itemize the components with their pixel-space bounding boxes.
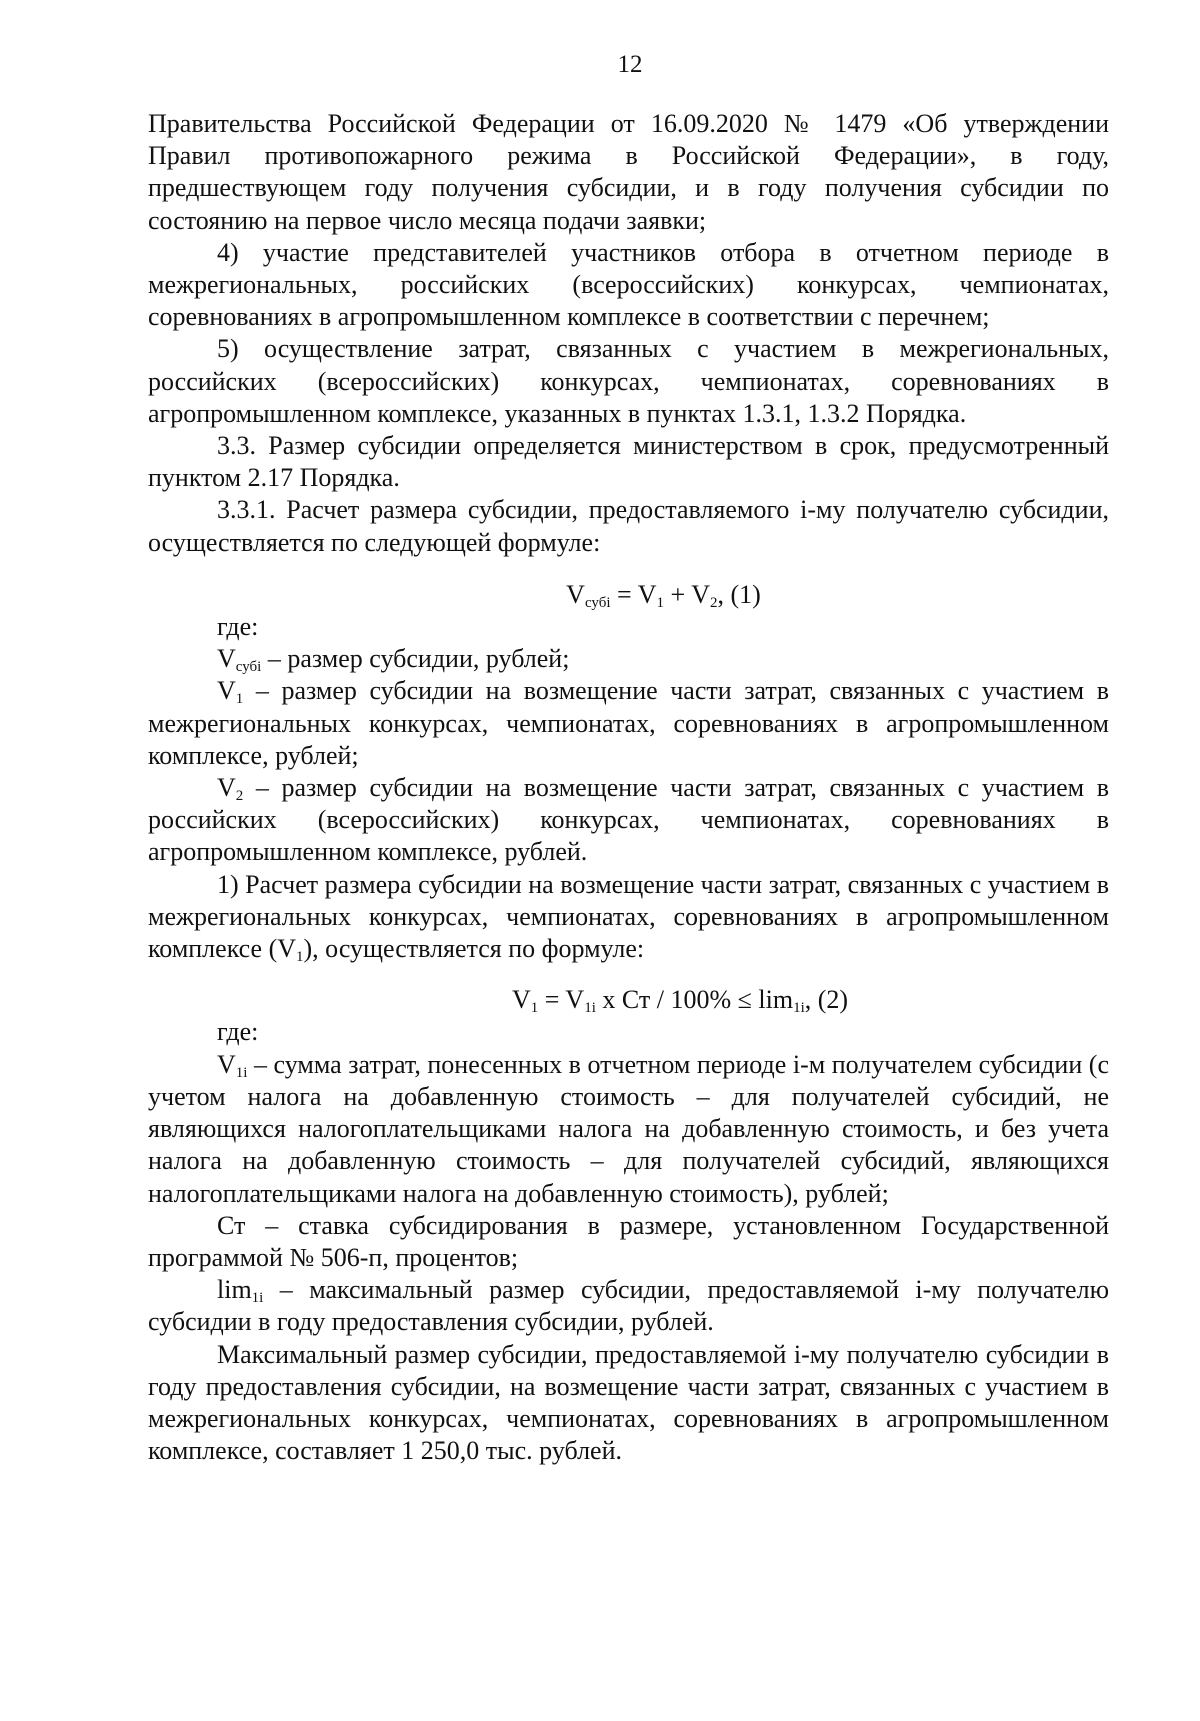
def-lim-sub: 1i xyxy=(251,1290,264,1307)
def-vsubi-symbol: V xyxy=(217,644,236,674)
definition-st: Ст – ставка субсидирования в размере, установленном Государственной программой № 506-п, процентов; xyxy=(148,1210,1109,1272)
page-number: 12 xyxy=(617,51,643,78)
calc-v1-sub: 1 xyxy=(296,949,304,966)
def-v1-sub: 1 xyxy=(235,691,244,708)
formula-2-number: , (2) xyxy=(804,985,849,1015)
document-body xyxy=(148,108,1109,1467)
where-label-2: где: xyxy=(217,1017,259,1047)
def-v2-text: – размер субсидии на возмещение части затрат, связанных с участием в российских (всероссийских) конкурсах, чемпионатах, соревнованиях в агропромышленном комплексе, рублей. xyxy=(148,773,1109,867)
paragraph-calc-v1 xyxy=(148,869,1109,966)
def-v1i-symbol: V xyxy=(217,1049,236,1079)
formula-2 xyxy=(148,965,1109,1016)
definition-v1i xyxy=(148,1049,1109,1210)
def-lim-text: – максимальный размер субсидии, предоставляемой i-му получателю субсидии в году предоставления субсидии, рублей. xyxy=(148,1275,1109,1337)
def-lim-symbol: lim xyxy=(217,1275,252,1305)
formula-2-v: V xyxy=(511,985,531,1015)
formula-1 xyxy=(148,559,1109,611)
formula-1-sub-1: 1 xyxy=(656,594,664,611)
calc-v1-text-b: ), осуществляется по формуле: xyxy=(303,934,645,964)
formula-1-plus: + V xyxy=(664,579,710,609)
definition-v1 xyxy=(148,675,1109,772)
def-vsubi-sub: субi xyxy=(235,659,262,676)
def-v1i-text: – сумма затрат, понесенных в отчетном периоде i-м получателем субсидии (с учетом налога на добавленную стоимость – для получателей субсидий, не являющихся налогоплательщиками налога на добавленную стоимость, и без учета налога на добавленную стоимость – для получателей субсидий, являющихся налогоплательщиками налога на добавленную стоимость), рублей; xyxy=(148,1049,1109,1208)
def-v2-sub: 2 xyxy=(235,788,244,805)
formula-2-sub-1i: 1i xyxy=(584,1000,596,1017)
paragraph-item-4: 4) участие представителей участников отбора в отчетном периоде в межрегиональных, российских (всероссийских) конкурсах, чемпионатах, соревнованиях в агропромышленном комплексе в соответствии с перечнем; xyxy=(148,237,1109,332)
paragraph-3-3: 3.3. Размер субсидии определяется министерством в срок, предусмотренный пунктом 2.17 Порядка. xyxy=(148,431,1109,493)
formula-2-eq: = V xyxy=(538,985,585,1015)
definition-vsubi xyxy=(148,643,1109,675)
definition-lim1i xyxy=(148,1274,1109,1338)
formula-1-sub-2: 2 xyxy=(709,594,718,611)
paragraph-3-3-1: 3.3.1. Расчет размера субсидии, предоставляемого i-му получателю субсидии, осуществляется по следующей формуле: xyxy=(148,495,1109,557)
formula-1-sub-subi: субi xyxy=(584,594,611,611)
paragraph-item-5: 5) осуществление затрат, связанных с участием в межрегиональных, российских (всероссийских) конкурсах, чемпионатах, соревнованиях в агропромышленном комплексе, указанных в пунктах 1.3.1, 1.3.2 Порядка. xyxy=(148,334,1109,428)
definition-v2 xyxy=(148,772,1109,869)
formula-1-eq: = V xyxy=(610,579,657,609)
formula-2-sub-lim: 1i xyxy=(793,1000,805,1017)
def-vsubi-text: – размер субсидии, рублей; xyxy=(261,644,570,674)
where-label-1: где: xyxy=(217,612,259,642)
calc-v1-text-a: 1) Расчет размера субсидии на возмещение части затрат, связанных с участием в межрегиональных конкурсах, чемпионатах, соревнованиях в агропромышленном комплексе (V xyxy=(148,869,1109,964)
def-v1-text: – размер субсидии на возмещение части затрат, связанных с участием в межрегиональных конкурсах, чемпионатах, соревнованиях в агропромышленном комплексе, рублей; xyxy=(148,676,1109,770)
paragraph-continuation: Правительства Российской Федерации от 16.09.2020 № 1479 «Об утверждении Правил противопожарного режима в Российской Федерации», в году, предшествующем году получения субсидии, и в году получения субсидии по состоянию на первое число месяца подачи заявки; xyxy=(148,109,1109,235)
formula-1-v: V xyxy=(566,579,585,609)
def-v1-symbol: V xyxy=(217,676,236,706)
formula-1-number: , (1) xyxy=(717,579,761,609)
formula-2-sub-1: 1 xyxy=(530,1000,539,1017)
def-v1i-sub: 1i xyxy=(235,1064,248,1081)
def-v2-symbol: V xyxy=(217,773,236,803)
formula-2-mid: x Ст / 100% ≤ lim xyxy=(595,985,794,1015)
paragraph-max-subsidy: Максимальный размер субсидии, предоставляемой i-му получателю субсидии в году предоставления субсидии, на возмещение части затрат, связанных с участием в межрегиональных конкурсах, чемпионатах, соревнованиях в агропромышленном комплексе, составляет 1 250,0 тыс. рублей. xyxy=(148,1339,1109,1466)
